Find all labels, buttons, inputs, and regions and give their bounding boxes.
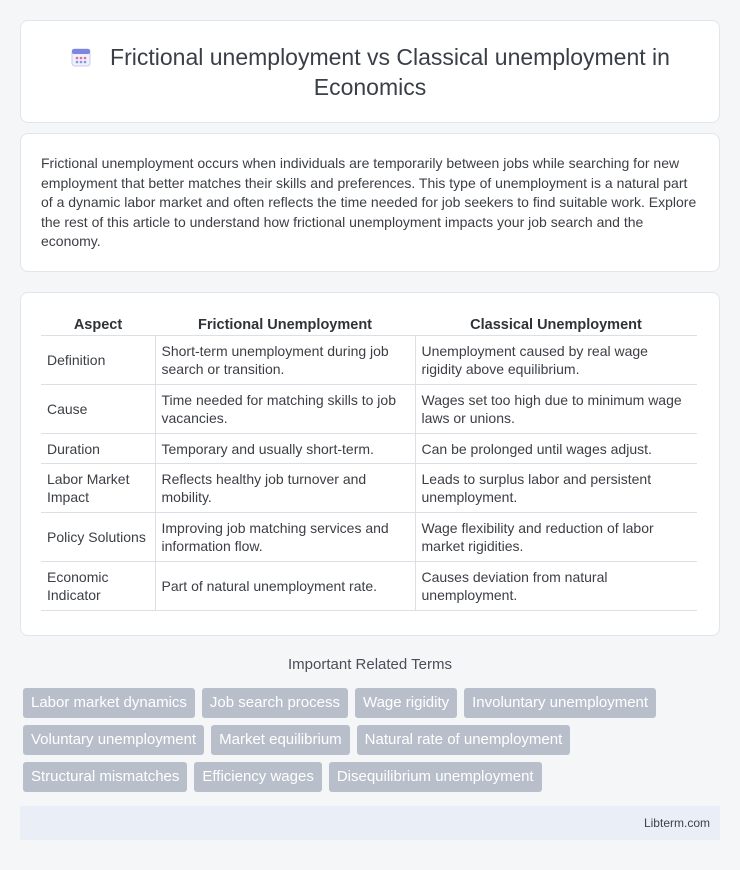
classical-cell: Causes deviation from natural unemployment.: [415, 562, 697, 611]
footer-site-link[interactable]: Libterm.com: [643, 816, 710, 830]
classical-cell: Leads to surplus labor and persistent unemployment.: [415, 464, 697, 513]
page-title-text: Frictional unemployment vs Classical unemployment in Economics: [110, 43, 670, 100]
classical-cell: Unemployment caused by real wage rigidity above equilibrium.: [415, 336, 697, 385]
aspect-cell: Definition: [41, 336, 155, 385]
column-header-classical: Classical Unemployment: [415, 313, 697, 336]
aspect-cell: Cause: [41, 385, 155, 434]
classical-cell: Wages set too high due to minimum wage laws or unions.: [415, 385, 697, 434]
aspect-cell: Economic Indicator: [41, 562, 155, 611]
column-header-aspect: Aspect: [41, 313, 155, 336]
table-row: [41, 385, 697, 434]
frictional-cell: Part of natural unemployment rate.: [155, 562, 415, 611]
related-term-tag[interactable]: Market equilibrium: [211, 725, 350, 755]
classical-cell: Wage flexibility and reduction of labor market rigidities.: [415, 513, 697, 562]
frictional-cell: Temporary and usually short-term.: [155, 434, 415, 464]
related-term-tag[interactable]: Voluntary unemployment: [23, 725, 204, 755]
footer: [20, 806, 720, 840]
table-row: [41, 562, 697, 611]
related-term-tag[interactable]: Involuntary unemployment: [464, 688, 656, 718]
related-terms-title: Important Related Terms: [288, 656, 452, 673]
intro-paragraph: Frictional unemployment occurs when individuals are temporarily between jobs while searching for new employment that better matches their skills and preferences. This type of unemployment is a natural part of a dynamic labor market and often reflects the time needed for job seekers to find suitable work. Explore the rest of this article to understand how frictional unemployment impacts your job search and the economy.: [41, 155, 697, 249]
related-term-tag[interactable]: Efficiency wages: [194, 762, 321, 792]
table-row: [41, 336, 697, 385]
related-term-tag[interactable]: Wage rigidity: [355, 688, 457, 718]
frictional-cell: Short-term unemployment during job search or transition.: [155, 336, 415, 385]
table-row: [41, 434, 697, 464]
aspect-cell: Policy Solutions: [41, 513, 155, 562]
header-card: [20, 20, 720, 123]
related-term-tag[interactable]: Structural mismatches: [23, 762, 187, 792]
table-row: [41, 513, 697, 562]
frictional-cell: Improving job matching services and information flow.: [155, 513, 415, 562]
aspect-cell: Labor Market Impact: [41, 464, 155, 513]
aspect-cell: Duration: [41, 434, 155, 464]
intro-card: [20, 133, 720, 272]
page-title: [51, 42, 689, 102]
related-term-tag[interactable]: Disequilibrium unemployment: [329, 762, 542, 792]
related-terms-list: [23, 688, 723, 799]
classical-cell: Can be prolonged until wages adjust.: [415, 434, 697, 464]
related-term-tag[interactable]: Job search process: [202, 688, 348, 718]
frictional-cell: Time needed for matching skills to job vacancies.: [155, 385, 415, 434]
frictional-cell: Reflects healthy job turnover and mobility.: [155, 464, 415, 513]
comparison-table: [41, 313, 697, 611]
comparison-card: [20, 292, 720, 636]
column-header-frictional: Frictional Unemployment: [155, 313, 415, 336]
table-row: [41, 464, 697, 513]
related-term-tag[interactable]: Natural rate of unemployment: [357, 725, 571, 755]
related-term-tag[interactable]: Labor market dynamics: [23, 688, 195, 718]
calendar-icon: [70, 45, 92, 67]
